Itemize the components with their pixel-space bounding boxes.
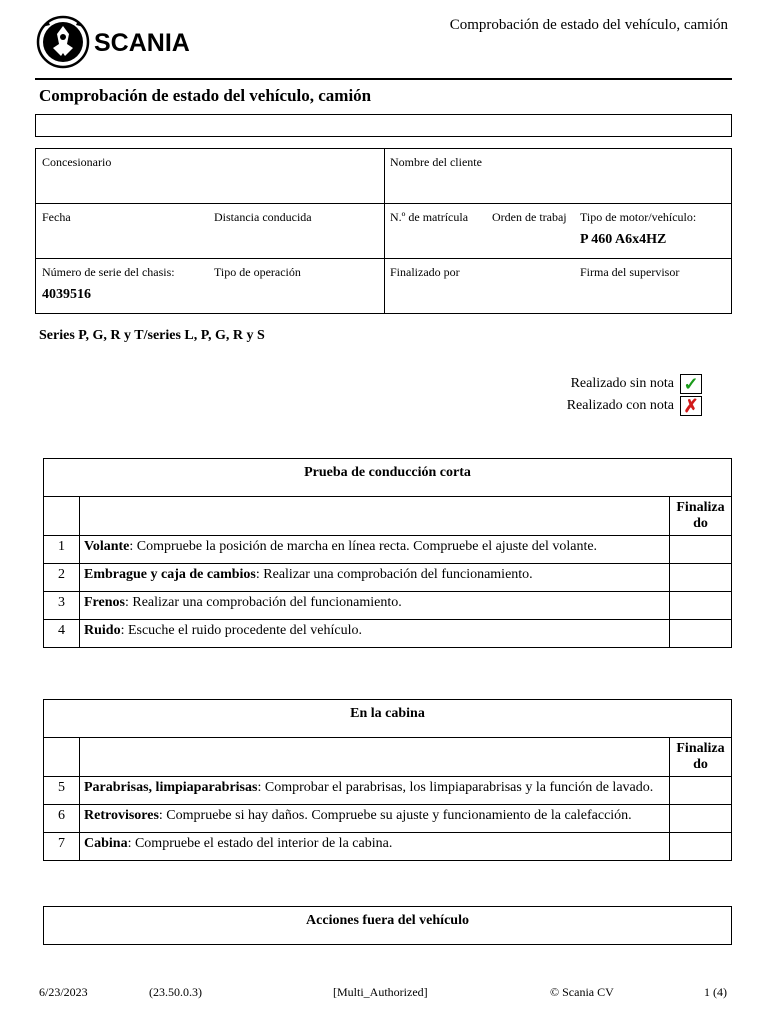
customer-label: Nombre del cliente xyxy=(390,155,482,169)
done-checkbox[interactable] xyxy=(670,833,732,861)
done-checkbox[interactable] xyxy=(670,777,732,805)
item-number: 2 xyxy=(44,564,80,592)
done-header: Finaliza do xyxy=(670,738,732,777)
desc-header-cell xyxy=(80,497,670,536)
registration-label: N.º de matrícula xyxy=(390,210,469,224)
completed-supervisor-cell xyxy=(385,259,732,314)
item-text: : Compruebe si hay daños. Compruebe su ajuste y funcionamiento de la calefacción. xyxy=(158,808,632,823)
blank-field xyxy=(35,114,732,137)
document-title: Comprobación de estado del vehículo, camión xyxy=(39,86,372,105)
item-title: Parabrisas, limpiaparabrisas xyxy=(84,780,258,795)
done-checkbox[interactable] xyxy=(670,805,732,833)
done-checkbox[interactable] xyxy=(670,536,732,564)
cross-icon: ✗ xyxy=(680,396,702,416)
section-title: En la cabina xyxy=(44,700,732,738)
item-number: 1 xyxy=(44,536,80,564)
dealer-cell xyxy=(36,149,385,204)
section-cabin-table xyxy=(43,699,732,861)
legend-note-label: Realizado con nota xyxy=(566,398,674,413)
footer-auth: [Multi_Authorized] xyxy=(333,985,428,999)
scania-logo xyxy=(36,15,231,69)
table-row xyxy=(44,777,732,805)
item-text: : Compruebe el estado del interior de la cabina. xyxy=(127,836,393,851)
registration-engine-cell xyxy=(385,204,732,259)
done-checkbox[interactable] xyxy=(670,564,732,592)
legend-note xyxy=(567,396,702,416)
item-text: : Realizar una comprobación del funcionamiento. xyxy=(124,595,402,610)
section-title: Prueba de conducción corta xyxy=(44,459,732,497)
table-row xyxy=(44,805,732,833)
item-description xyxy=(80,564,670,592)
chassis-label: Número de serie del chasis: xyxy=(42,265,175,279)
item-description xyxy=(80,536,670,564)
done-checkbox[interactable] xyxy=(670,592,732,620)
legend-ok xyxy=(571,374,702,394)
desc-header-cell xyxy=(80,738,670,777)
item-description xyxy=(80,592,670,620)
done-header: Finaliza do xyxy=(670,497,732,536)
footer-copyright: © Scania CV xyxy=(550,985,614,999)
chassis-operation-cell xyxy=(36,259,385,314)
item-description xyxy=(80,805,670,833)
item-title: Volante xyxy=(84,539,130,554)
item-title: Ruido xyxy=(84,623,121,638)
item-text: : Compruebe la posición de marcha en línea recta. Compruebe el ajuste del volante. xyxy=(129,539,598,554)
item-number: 7 xyxy=(44,833,80,861)
engine-label: Tipo de motor/vehículo: xyxy=(580,210,697,224)
num-header-cell xyxy=(44,497,80,536)
date-distance-cell xyxy=(36,204,385,259)
section-outside-table xyxy=(43,906,732,945)
vehicle-info-table xyxy=(35,148,732,314)
date-label: Fecha xyxy=(42,210,71,224)
section-title: Acciones fuera del vehículo xyxy=(44,907,732,945)
distance-label: Distancia conducida xyxy=(214,210,312,224)
engine-value: P 460 A6x4HZ xyxy=(580,232,667,247)
section-short-drive-table xyxy=(43,458,732,648)
series-label: Series P, G, R y T/series L, P, G, R y S xyxy=(39,328,265,343)
item-text: : Escuche el ruido procedente del vehículo. xyxy=(120,623,362,638)
num-header-cell xyxy=(44,738,80,777)
header-divider xyxy=(35,78,732,80)
item-number: 3 xyxy=(44,592,80,620)
item-number: 5 xyxy=(44,777,80,805)
header-title: Comprobación de estado del vehículo, camión xyxy=(449,17,728,33)
table-row xyxy=(44,833,732,861)
table-row xyxy=(44,564,732,592)
item-number: 4 xyxy=(44,620,80,648)
footer-version: (23.50.0.3) xyxy=(149,985,202,999)
work-order-label: Orden de trabaj xyxy=(492,210,567,224)
done-checkbox[interactable] xyxy=(670,620,732,648)
chassis-value: 4039516 xyxy=(42,287,91,302)
item-title: Retrovisores xyxy=(84,808,159,823)
checkmark-icon: ✓ xyxy=(680,374,702,394)
item-description xyxy=(80,777,670,805)
scania-griffin-icon xyxy=(36,15,231,69)
item-text: : Comprobar el parabrisas, los limpiaparabrisas y la función de lavado. xyxy=(257,780,654,795)
completed-by-label: Finalizado por xyxy=(390,265,460,279)
item-title: Frenos xyxy=(84,595,125,610)
dealer-label: Concesionario xyxy=(42,155,112,169)
operation-label: Tipo de operación xyxy=(214,265,301,279)
customer-cell xyxy=(385,149,732,204)
legend-ok-label: Realizado sin nota xyxy=(570,376,674,391)
supervisor-label: Firma del supervisor xyxy=(580,265,680,279)
table-row xyxy=(44,620,732,648)
item-description xyxy=(80,833,670,861)
footer-page: 1 (4) xyxy=(704,985,727,999)
item-text: : Realizar una comprobación del funcionamiento. xyxy=(255,567,533,582)
item-description xyxy=(80,620,670,648)
table-row xyxy=(44,536,732,564)
brand-wordmark: SCANIA xyxy=(94,29,190,57)
footer-date: 6/23/2023 xyxy=(39,985,88,999)
item-title: Cabina xyxy=(84,836,128,851)
item-title: Embrague y caja de cambios xyxy=(84,567,256,582)
item-number: 6 xyxy=(44,805,80,833)
table-row xyxy=(44,592,732,620)
